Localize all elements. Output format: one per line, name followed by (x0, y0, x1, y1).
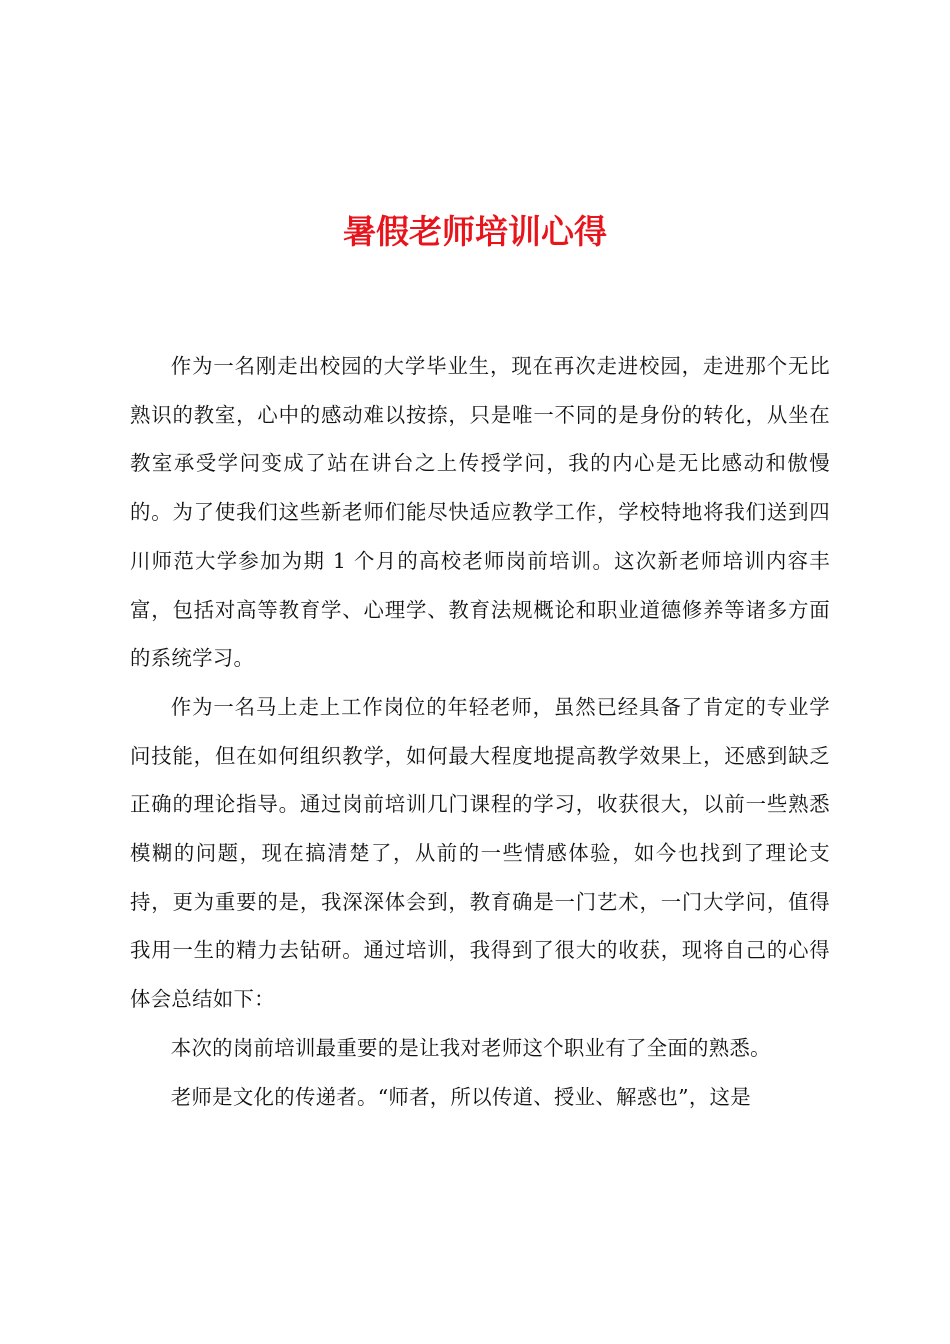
document-body (130, 342, 830, 1121)
paragraph-4: 老师是文化的传递者。“师者，所以传道、授业、解惑也”，这是 (170, 1084, 751, 1109)
paragraph-2: 作为一名马上走上工作岗位的年轻老师，虽然已经具备了肯定的专业学问技能，但在如何组织教学，如何最大程度地提高教学效果上，还感到缺乏正确的理论指导。通过岗前培训几门课程的学习，收获很大，以前一些熟悉模糊的问题，现在搞清楚了，从前的一些情感体验，如今也找到了理论支持，更为重要的是，我深深体会到，教育确是一门艺术，一门大学问，值得我用一生的精力去钻研。通过培训，我得到了很大的收获，现将自己的心得体会总结如下： (130, 694, 830, 1012)
document-title: 暑假老师培训心得 (343, 212, 607, 251)
paragraph-3: 本次的岗前培训最重要的是让我对老师这个职业有了全面的熟悉。 (170, 1035, 771, 1060)
paragraph-1: 作为一名刚走出校园的大学毕业生，现在再次走进校园，走进那个无比熟识的教室，心中的感动难以按捺，只是唯一不同的是身份的转化，从坐在教室承受学问变成了站在讲台之上传授学问，我的内心是无比感动和傲慢的。为了使我们这些新老师们能尽快适应教学工作，学校特地将我们送到四川师范大学参加为期 1 个月的高校老师岗前培训。这次新老师培训内容丰富，包括对高等教育学、心理学、教育法规概论和职业道德修养等诸多方面的系统学习。 (130, 354, 830, 671)
